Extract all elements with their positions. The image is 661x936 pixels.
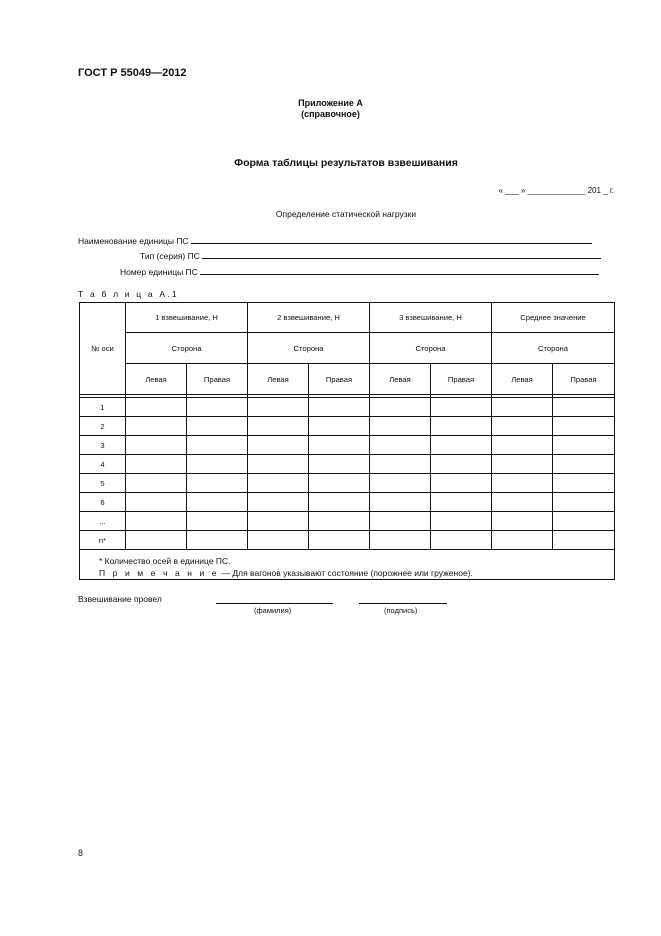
value-cell[interactable] [370, 531, 431, 550]
value-cell[interactable] [126, 531, 187, 550]
value-cell[interactable] [492, 436, 553, 455]
value-cell[interactable] [187, 455, 248, 474]
value-cell[interactable] [187, 493, 248, 512]
axle-number: 3 [80, 436, 126, 455]
table-notes [80, 550, 615, 580]
appendix-type: (справочное) [301, 109, 360, 119]
field-unit-name-label: Наименование единицы ПС [78, 236, 189, 246]
table-row [80, 436, 615, 455]
value-cell[interactable] [309, 474, 370, 493]
left-header: Левая [126, 364, 187, 395]
value-cell[interactable] [553, 436, 615, 455]
side-header: Сторона [126, 333, 248, 364]
value-cell[interactable] [126, 417, 187, 436]
value-cell[interactable] [492, 531, 553, 550]
value-cell[interactable] [248, 474, 309, 493]
value-cell[interactable] [126, 474, 187, 493]
value-cell[interactable] [187, 474, 248, 493]
note-word: П р и м е ч а н и е [99, 567, 220, 578]
axle-number: 1 [80, 398, 126, 417]
footnote: * Количество осей в единице ПС. [99, 555, 231, 566]
axle-number: 4 [80, 455, 126, 474]
value-cell[interactable] [492, 398, 553, 417]
value-cell[interactable] [187, 417, 248, 436]
value-cell[interactable] [248, 531, 309, 550]
value-cell[interactable] [370, 417, 431, 436]
right-header: Правая [309, 364, 370, 395]
axle-number: 6 [80, 493, 126, 512]
value-cell[interactable] [248, 512, 309, 531]
table-row [80, 474, 615, 493]
value-cell[interactable] [126, 398, 187, 417]
field-unit-number-line [200, 265, 599, 275]
left-header: Левая [370, 364, 431, 395]
axle-number: n* [80, 531, 126, 550]
value-cell[interactable] [431, 436, 492, 455]
surname-line [216, 603, 333, 604]
document-header: ГОСТ Р 55049—2012 [78, 67, 187, 79]
value-cell[interactable] [553, 417, 615, 436]
value-cell[interactable] [553, 531, 615, 550]
group-header-1: 1 взвешивание, Н [126, 303, 248, 333]
axle-number: ... [80, 512, 126, 531]
table-row [80, 493, 615, 512]
form-date: « ___ » _____________ 201 _ г. [498, 186, 614, 195]
value-cell[interactable] [431, 455, 492, 474]
value-cell[interactable] [248, 493, 309, 512]
field-unit-number [120, 265, 599, 277]
value-cell[interactable] [553, 493, 615, 512]
value-cell[interactable] [431, 417, 492, 436]
value-cell[interactable] [370, 398, 431, 417]
value-cell[interactable] [431, 512, 492, 531]
axle-header: № оси [80, 303, 126, 395]
sign-caption: (подпись) [384, 606, 418, 615]
side-header: Сторона [492, 333, 615, 364]
value-cell[interactable] [187, 531, 248, 550]
signature-label: Взвешивание провел [78, 594, 162, 604]
surname-caption: (фамилия) [254, 606, 292, 615]
value-cell[interactable] [492, 417, 553, 436]
value-cell[interactable] [492, 455, 553, 474]
value-cell[interactable] [553, 512, 615, 531]
right-header: Правая [431, 364, 492, 395]
value-cell[interactable] [553, 455, 615, 474]
group-header-avg: Среднее значение [492, 303, 615, 333]
value-cell[interactable] [492, 474, 553, 493]
value-cell[interactable] [370, 455, 431, 474]
value-cell[interactable] [187, 398, 248, 417]
value-cell[interactable] [309, 398, 370, 417]
value-cell[interactable] [309, 531, 370, 550]
left-header: Левая [248, 364, 309, 395]
value-cell[interactable] [431, 531, 492, 550]
value-cell[interactable] [248, 417, 309, 436]
value-cell[interactable] [248, 398, 309, 417]
value-cell[interactable] [309, 417, 370, 436]
value-cell[interactable] [126, 493, 187, 512]
field-unit-name [78, 234, 592, 246]
field-unit-type [140, 249, 601, 261]
value-cell[interactable] [126, 512, 187, 531]
results-table [79, 302, 615, 580]
side-header: Сторона [370, 333, 492, 364]
value-cell[interactable] [553, 474, 615, 493]
value-cell[interactable] [431, 398, 492, 417]
value-cell[interactable] [370, 474, 431, 493]
note-text: — Для вагонов указывают состояние (порожнее или груженое). [219, 567, 473, 578]
axle-number: 5 [80, 474, 126, 493]
value-cell[interactable] [431, 474, 492, 493]
field-unit-name-line [191, 234, 592, 244]
value-cell[interactable] [187, 512, 248, 531]
value-cell[interactable] [370, 512, 431, 531]
value-cell[interactable] [553, 398, 615, 417]
value-cell[interactable] [309, 436, 370, 455]
table-row [80, 398, 615, 417]
table-caption: Т а б л и ц а А.1 [78, 289, 179, 299]
value-cell[interactable] [126, 436, 187, 455]
value-cell[interactable] [370, 436, 431, 455]
group-header-2: 2 взвешивание, Н [248, 303, 370, 333]
field-unit-type-line [202, 249, 601, 259]
field-unit-number-label: Номер единицы ПС [120, 267, 198, 277]
table-row [80, 417, 615, 436]
axle-number: 2 [80, 417, 126, 436]
value-cell[interactable] [309, 455, 370, 474]
value-cell[interactable] [126, 455, 187, 474]
appendix-title: Приложение А [298, 98, 363, 108]
page-number: 8 [78, 848, 84, 858]
sign-line [359, 603, 447, 604]
form-subtitle: Определение статической нагрузки [275, 209, 417, 219]
table-row [80, 531, 615, 550]
value-cell[interactable] [431, 493, 492, 512]
value-cell[interactable] [248, 455, 309, 474]
left-header: Левая [492, 364, 553, 395]
right-header: Правая [553, 364, 615, 395]
table-row [80, 512, 615, 531]
field-unit-type-label: Тип (серия) ПС [140, 251, 200, 261]
right-header: Правая [187, 364, 248, 395]
value-cell[interactable] [187, 436, 248, 455]
value-cell[interactable] [309, 493, 370, 512]
note [99, 567, 614, 579]
value-cell[interactable] [309, 512, 370, 531]
table-row [80, 455, 615, 474]
side-header: Сторона [248, 333, 370, 364]
value-cell[interactable] [370, 493, 431, 512]
group-header-3: 3 взвешивание, Н [370, 303, 492, 333]
value-cell[interactable] [492, 493, 553, 512]
value-cell[interactable] [248, 436, 309, 455]
value-cell[interactable] [492, 512, 553, 531]
form-title: Форма таблицы результатов взвешивания [234, 157, 458, 169]
